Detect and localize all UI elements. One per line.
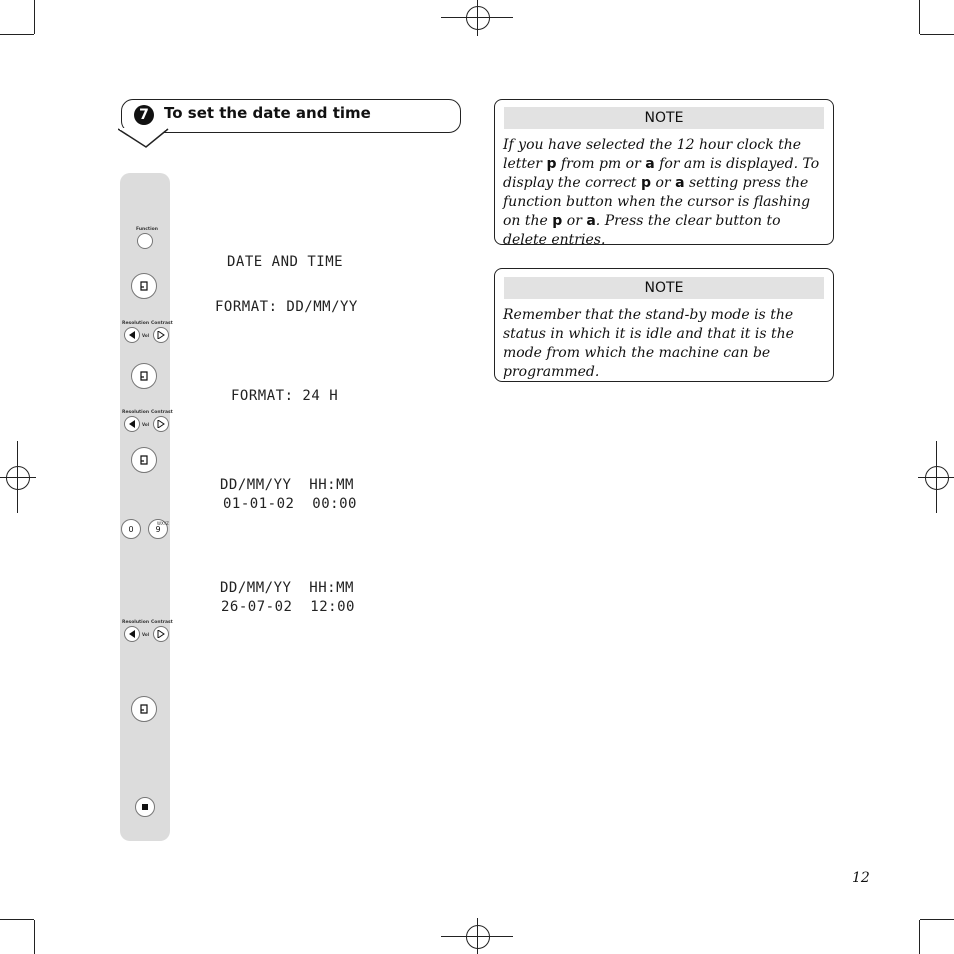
enter-button[interactable] [131,363,157,389]
registration-mark [925,466,949,490]
vol-label: Vol [142,632,149,637]
stop-button[interactable] [135,797,155,817]
resolution-button[interactable] [124,416,140,432]
display-line: FORMAT: DD/MM/YY [215,299,358,315]
display-line: 26-07-02 12:00 [221,599,355,615]
registration-mark [466,925,490,949]
key-9-label: 9 [155,524,161,534]
contrast-label: Contrast [151,321,173,326]
crop-mark [0,919,34,920]
resolution-label: Resolution [122,620,150,625]
crop-mark [920,919,954,920]
step-number-badge: 7 [134,105,154,125]
arrow-right-icon [157,420,165,428]
note-text: If you have selected the 12 hour clock the letter p from pm or a for am is displayed. To display the correct p or a setting press the function button when the cursor is flashing on the p or a. Press the clear button to delete entries. [503,137,820,248]
key-0-label: 0 [128,524,134,534]
section-title: To set the date and time [164,104,371,122]
contrast-label: Contrast [151,410,173,415]
vol-label: Vol [142,422,149,427]
arrow-right-icon [157,630,165,638]
arrow-left-icon [128,331,136,339]
enter-button[interactable] [131,447,157,473]
resolution-label: Resolution [122,321,150,326]
crop-mark [919,0,920,34]
display-line: DD/MM/YY HH:MM [220,477,354,493]
resolution-button[interactable] [124,327,140,343]
contrast-button[interactable] [153,416,169,432]
page-number: 12 [852,870,870,886]
display-line: DATE AND TIME [227,254,344,270]
contrast-button[interactable] [153,626,169,642]
arrow-left-icon [128,630,136,638]
vol-label: Vol [142,333,149,338]
display-line: DD/MM/YY HH:MM [220,580,354,596]
enter-button[interactable] [131,273,157,299]
enter-icon [138,280,150,292]
note-text: Remember that the stand-by mode is the status in which it is idle and that it is the mode from which the machine can be programmed. [503,307,794,380]
enter-icon [138,454,150,466]
header-pointer [118,128,178,150]
crop-mark [0,34,34,35]
function-label: Function [136,227,158,232]
contrast-label: Contrast [151,620,173,625]
display-line: 01-01-02 00:00 [223,496,357,512]
resolution-label: Resolution [122,410,150,415]
crop-mark [920,34,954,35]
enter-icon [138,703,150,715]
crop-mark [34,0,35,34]
note-heading: NOTE [504,107,824,129]
stop-icon [141,803,149,811]
registration-mark [466,6,490,30]
enter-button[interactable] [131,696,157,722]
crop-mark [34,920,35,954]
arrow-right-icon [157,331,165,339]
key-9-letters: WXYZ [157,521,169,526]
display-line: FORMAT: 24 H [231,388,339,404]
contrast-button[interactable] [153,327,169,343]
note-heading: NOTE [504,277,824,299]
function-button[interactable] [137,233,153,249]
key-0-button[interactable] [121,519,141,539]
arrow-left-icon [128,420,136,428]
crop-mark [919,920,920,954]
registration-mark [6,466,30,490]
resolution-button[interactable] [124,626,140,642]
enter-icon [138,370,150,382]
